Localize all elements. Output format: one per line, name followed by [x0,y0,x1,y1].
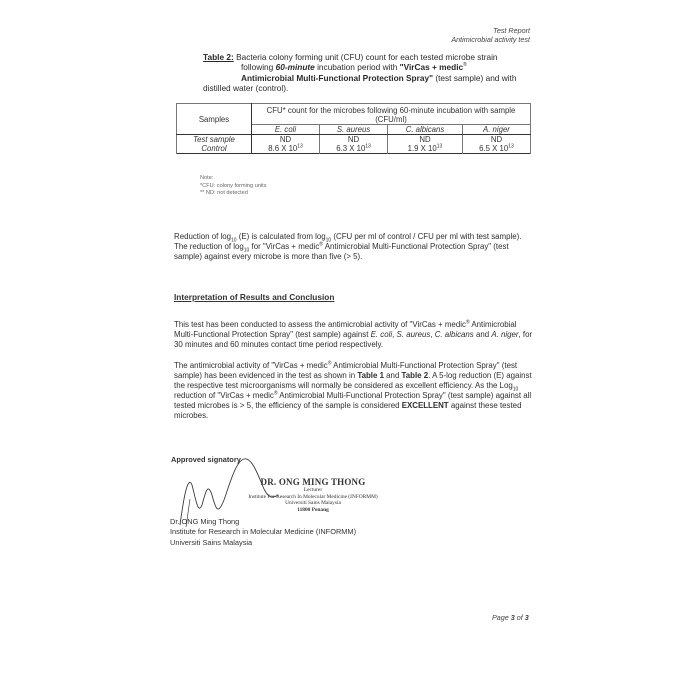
species-name: A. niger [491,330,519,339]
table-caption [203,52,533,94]
caption-text-1: Bacteria colony forming unit (CFU) count for each tested microbe strain [236,52,498,62]
report-header [451,26,530,44]
caption-duration: 60-minute [275,62,315,73]
table-row [177,135,531,145]
subscript: 10 [512,386,519,393]
stamp-name: DR. ONG MING THONG [260,477,366,487]
registered-mark: ® [463,62,467,69]
species-header: C. albicans [388,125,463,135]
caption-last-line: distilled water (control). [203,83,289,94]
table-cell: ND [388,135,463,145]
subscript: 10 [243,247,250,254]
text: (E) is calculated from log [236,232,326,241]
caption-incubation: incubation period with [314,62,400,73]
stamp-institute: Institute For Research In Molecular Medicine (INFORMM) [248,493,378,500]
text: , [430,330,435,339]
text: The antimicrobial activity of "VirCas + medic [174,361,328,370]
cfu-exponent: 13 [297,143,303,150]
approved-label-text: Approved signatory [171,455,241,464]
text: reduction of "VirCas + medic [174,391,274,400]
caption-after-product: (test sample) and with [433,72,517,83]
group-header-line1: CFU* count for the microbes following 60-minute incubation with sample [266,106,516,115]
page-number [492,613,529,622]
caption-product-2: Antimicrobial Multi-Functional Protection Spray" [241,72,434,83]
table-reference: Table 1 [357,371,384,380]
species-header: A. niger [462,125,530,135]
table-cell: ND [252,135,320,145]
caption-indented [203,62,533,83]
table-cell [388,144,463,154]
page-total: 3 [524,613,529,622]
table-label: Table 2: [203,52,234,62]
stamp-university: Universiti Sains Malaysia [285,500,341,507]
table-row [177,144,531,154]
registered-mark: ® [319,241,323,248]
text: This test has been conducted to assess the antimicrobial activity of "VirCas + medic [174,320,466,329]
table-notes [200,175,267,198]
subscript: 10 [325,237,332,244]
signatory-name: Dr. ONG Ming Thong [170,517,240,526]
group-header-line2: (CFU/ml) [375,115,407,124]
official-stamp [233,477,393,513]
species-header: S. aureus [320,125,388,135]
row-label: Control [177,144,252,154]
text: Antimicrobial Multi-Functional Protection Spray" (test sample) has been evidenced in the test as shown in [174,361,518,380]
text: and [473,330,492,339]
table-cell: ND [320,135,388,145]
cfu-group-header [252,104,531,125]
page-of: of [514,613,525,622]
cfu-mantissa: 6.3 X 10 [336,144,366,153]
stamp-postcode: 11800 Penang [297,506,329,513]
reduction-paragraph [174,232,534,262]
cfu-mantissa: 1.9 X 10 [407,144,437,153]
text: against these tested microbes. [174,401,522,420]
conclusion-paragraph-1 [174,320,534,350]
subscript: 10 [231,237,237,244]
registered-mark: ® [273,390,278,397]
registered-mark: ® [327,360,332,367]
text: (CFU per ml of control / CFU per ml with test sample). The reduction of log [174,232,522,251]
table-cell [320,144,388,154]
stamp-title: Lecturer [303,487,323,493]
species-name: S. aureus [396,330,431,339]
cfu-exponent: 13 [436,143,443,150]
species-name: C. albicans [434,330,474,339]
text: for "VirCas + medic [249,242,320,251]
registered-mark: ® [465,319,470,326]
table-cell [252,144,320,154]
text: Antimicrobial Multi-Functional Protection Spray" (test sample) against all tested microbes is > 5, the efficiency of the sample is considered [174,391,532,410]
cfu-exponent: 13 [365,143,371,150]
table-cell: ND [462,135,530,145]
cfu-exponent: 13 [508,143,514,150]
rating-excellent: EXCELLENT [401,401,449,410]
text: Reduction of log [174,232,232,241]
row-label: Test sample [177,135,252,145]
text: . A 5-log reduction (E) against the respective test microorganisms will normally be considered as excellent efficiency. As the Log [174,371,532,390]
species-name: E. coli [370,330,393,339]
text: Antimicrobial Multi-Functional Protection Spray" (test sample) against [174,320,517,339]
cfu-mantissa: 8.6 X 10 [268,144,298,153]
table-cell [462,144,530,154]
signatory-university: Universiti Sains Malaysia [170,537,253,547]
note-item: ** ND: not detected [200,190,248,197]
text: , for 30 minutes and 60 minutes contact time period respectively. [174,330,533,349]
signatory-details [170,517,356,548]
page-current: 3 [510,613,515,622]
cfu-mantissa: 6.5 X 10 [479,144,509,153]
note-title: Note: [200,175,214,181]
table-reference: Table 2 [401,371,429,380]
caption-following: following [241,62,276,73]
signatory-institute: Institute for Research in Molecular Medicine (INFORMM) [170,527,357,537]
report-subtitle: Antimicrobial activity test [451,35,530,44]
text: Antimicrobial Multi-Functional Protection Spray" (test sample) against every microbe is more than five (> 5). [174,242,509,261]
report-type: Test Report [493,26,530,35]
text: , [392,330,397,339]
section-title: Interpretation of Results and Conclusion [174,292,335,302]
page-prefix: Page [492,613,511,622]
species-header: E. coli [252,125,320,135]
text: and [383,371,402,380]
conclusion-paragraph-2 [174,361,534,421]
caption-product-1: "VirCas + medic [399,62,464,73]
cfu-table [176,103,531,154]
note-item: *CFU: colony forming units [200,182,267,189]
samples-header: Samples [177,104,252,135]
